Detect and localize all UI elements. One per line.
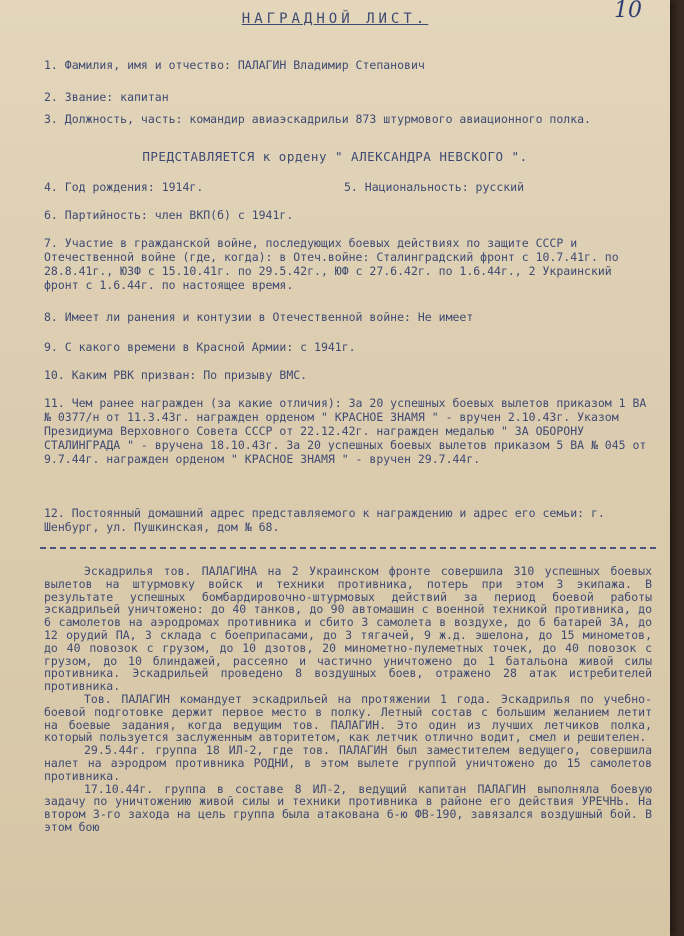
field-nationality: 5. Национальность: русский (344, 180, 525, 194)
field-position: 3. Должность, часть: командир авиаэскадрильи 873 штурмового авиационного полка. (44, 112, 591, 126)
section-divider (40, 547, 656, 549)
field-birth-year: 4. Год рождения: 1914г. (44, 180, 204, 194)
field-wounds: 8. Имеет ли ранения и контузии в Отечественной войне: Не имеет (44, 310, 474, 324)
handwritten-page-number: 10 (614, 0, 642, 23)
field-previous-awards: 11. Чем ранее награжден (за какие отличия): За 20 успешных боевых вылетов приказом 1 ВА № 0377/н от 11.3.43г. награжден орденом " КРАСНОЕ ЗНАМЯ " - вручен 2.10.43г. Указом Президиума Верховного Совета СССР от 22.12.42г. награжден медалью " ЗА ОБОРОНУ СТАЛИНГРАДА " - вручена 18.10.43г. За 20 успешных боевых вылетов приказом 5 ВА № 045 от 9.7.44г. награжден орденом " КРАСНОЕ ЗНАМЯ " - вручен 29.7.44г. (44, 396, 647, 466)
field-draft-office: 10. Каким РВК призван: По призыву ВМС. (44, 368, 308, 382)
document-title: НАГРАДНОЙ ЛИСТ. (241, 11, 429, 27)
field-home-address: 12. Постоянный домашний адрес представляемого к награждению и адрес его семьи: г. Шенбург, ул. Пушкинская, дом № 68. (44, 506, 605, 534)
field-name: 1. Фамилия, имя и отчество: ПАЛАГИН Владимир Степанович (44, 58, 425, 72)
field-row-birth-nationality (44, 180, 652, 194)
field-rank: 2. Звание: капитан (44, 90, 169, 104)
narrative-paragraph: Эскадрилья тов. ПАЛАГИНА на 2 Украинском фронте совершила 310 успешных боевых вылетов на штурмовку войск и техники противника, потерь при этом 3 экипажа. В результате успешных бомбардировочно-штурмовых действий за период боевой работы эскадрильей уничтожено: до 40 танков, до 90 автомашин с военной техникой противника, до 6 самолетов на аэродромах противника и сбито 3 самолета в воздухе, до 6 батарей ЗА, до 12 орудий ПА, 3 склада с боеприпасами, до 3 тягачей, 9 ж.д. эшелона, до 15 минометов, до 40 повозок с грузом, до 10 дзотов, 20 минометно-пулеметных точек, до 40 повозок с грузом, до 10 блиндажей, рассеяно и частично уничтожено до 1 батальона живой силы противника. Эскадрильей проведено 8 воздушных боев, отражено 28 атак истребителей противника. (44, 564, 652, 694)
feat-description (44, 565, 652, 834)
field-party: 6. Партийность: член ВКП(б) с 1941г. (44, 208, 294, 222)
field-war-participation: 7. Участие в гражданской войне, последующих боевых действиях по защите СССР и Отечественной войне (где, когда): в Отеч.войне: Сталинградский фронт с 10.7.41г. по 28.8.41г., ЮЗФ с 15.10.41г. по 29.5.42г., ЮФ с 27.6.42г. по 1.6.44г., 2 Украинский фронт с 1.6.44г. по настоящее время. (44, 236, 619, 292)
presentation-line: ПРЕДСТАВЛЯЕТСЯ к ордену " АЛЕКСАНДРА НЕВСКОГО ". (142, 149, 528, 164)
field-army-since: 9. С какого времени в Красной Армии: с 1941г. (44, 340, 356, 354)
narrative-paragraph: 29.5.44г. группа 18 ИЛ-2, где тов. ПАЛАГИН был заместителем ведущего, совершила налет на аэродром противника РОДНИ, в этом вылете группой уничтожено до 15 самолетов противника. (44, 743, 652, 783)
narrative-paragraph: Тов. ПАЛАГИН командует эскадрильей на протяжении 1 года. Эскадрилья по учебно-боевой подготовке держит первое место в полку. Летный состав с большим желанием летит на боевые задания, когда ведущим тов. ПАЛАГИН. Это один из лучших летчиков полка, который пользуется заслуженным авторитетом, как летчик отлично водит, смел и решителен. (44, 691, 652, 745)
narrative-paragraph: 17.10.44г. группа в составе 8 ИЛ-2, ведущий капитан ПАЛАГИН выполняла боевую задачу по уничтожению живой силы и техники противника в районе его действия УРЕЧНЬ. На втором 3-го захода на цель группа была атакована 6-ю ФВ-190, завязался воздушный бой. В этом бою (44, 781, 652, 834)
